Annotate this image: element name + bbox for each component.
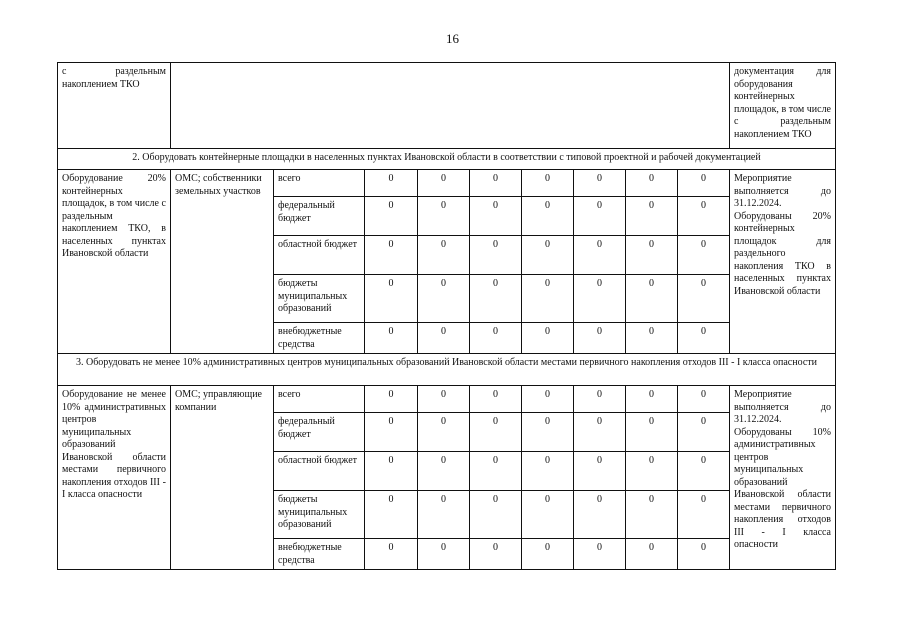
value-cell: 0: [365, 170, 418, 197]
value-cell: 0: [626, 323, 678, 354]
value-cell: 0: [678, 539, 730, 570]
value-cell: 0: [418, 386, 470, 413]
section-header-row: [58, 149, 836, 170]
source-cell: областной бюджет: [274, 236, 365, 275]
value-cell: 0: [574, 323, 626, 354]
value-cell: 0: [522, 386, 574, 413]
value-cell: 0: [574, 170, 626, 197]
section-title: 2. Оборудовать контейнерные площадки в населенных пунктах Ивановской области в соответствии с типовой проектной и рабочей документацией: [58, 149, 836, 170]
value-cell: 0: [418, 236, 470, 275]
value-cell: 0: [522, 197, 574, 236]
value-cell: 0: [470, 452, 522, 491]
value-cell: 0: [470, 386, 522, 413]
value-cell: 0: [365, 491, 418, 539]
value-cell: 0: [418, 413, 470, 452]
value-cell: 0: [470, 413, 522, 452]
value-cell: 0: [522, 170, 574, 197]
value-cell: 0: [470, 197, 522, 236]
source-cell: всего: [274, 170, 365, 197]
source-cell: бюджеты муниципальных образований: [274, 275, 365, 323]
source-cell: всего: [274, 386, 365, 413]
value-cell: 0: [365, 323, 418, 354]
value-cell: 0: [470, 170, 522, 197]
value-cell: 0: [365, 452, 418, 491]
value-cell: 0: [574, 236, 626, 275]
value-cell: 0: [365, 386, 418, 413]
source-cell: внебюджетные средства: [274, 539, 365, 570]
measure-cell: Оборудование не менее 10% административных центров муниципальных образований Ивановской области местами первичного накопления отходов III - I класса опасности: [58, 386, 171, 570]
executor-cell: ОМС; управляющие компании: [171, 386, 274, 570]
table-row: [58, 386, 836, 413]
value-cell: 0: [522, 275, 574, 323]
section-header-row: [58, 354, 836, 386]
value-cell: 0: [678, 413, 730, 452]
source-cell: бюджеты муниципальных образований: [274, 491, 365, 539]
value-cell: 0: [626, 413, 678, 452]
value-cell: 0: [678, 236, 730, 275]
value-cell: 0: [418, 452, 470, 491]
value-cell: 0: [626, 275, 678, 323]
source-cell: областной бюджет: [274, 452, 365, 491]
value-cell: 0: [365, 539, 418, 570]
value-cell: 0: [574, 413, 626, 452]
value-cell: 0: [470, 539, 522, 570]
source-cell: федеральный бюджет: [274, 413, 365, 452]
value-cell: 0: [418, 275, 470, 323]
continuation-row: [58, 63, 836, 149]
value-cell: 0: [626, 197, 678, 236]
value-cell: 0: [574, 275, 626, 323]
value-cell: 0: [522, 491, 574, 539]
value-cell: 0: [626, 491, 678, 539]
value-cell: 0: [365, 197, 418, 236]
value-cell: 0: [626, 236, 678, 275]
empty-cell: [171, 63, 730, 149]
value-cell: 0: [678, 275, 730, 323]
executor-cell: ОМС; собственники земельных участков: [171, 170, 274, 354]
value-cell: 0: [574, 539, 626, 570]
source-cell: федеральный бюджет: [274, 197, 365, 236]
measure-cell: Оборудование 20% контейнерных площадок, в том числе с раздельным накоплением ТКО, в населенных пунктах Ивановской области: [58, 170, 171, 354]
result-cell: Мероприятие выполняется до 31.12.2024. Оборудованы 20% контейнерных площадок для раздельного накопления ТКО в населенных пунктах Ивановской области: [730, 170, 836, 354]
value-cell: 0: [418, 323, 470, 354]
value-cell: 0: [626, 539, 678, 570]
table-row: [58, 170, 836, 197]
value-cell: 0: [470, 236, 522, 275]
value-cell: 0: [522, 323, 574, 354]
value-cell: 0: [365, 275, 418, 323]
result-cell: документация для оборудования контейнерных площадок, в том числе с раздельным накоплением ТКО: [730, 63, 836, 149]
value-cell: 0: [418, 491, 470, 539]
value-cell: 0: [626, 452, 678, 491]
value-cell: 0: [574, 386, 626, 413]
result-cell: Мероприятие выполняется до 31.12.2024. Оборудованы 10% административных центров муниципальных образований Ивановской области местами первичного накопления отходов III - I класса опасности: [730, 386, 836, 570]
program-table: [57, 62, 836, 570]
value-cell: 0: [365, 236, 418, 275]
value-cell: 0: [470, 275, 522, 323]
value-cell: 0: [522, 452, 574, 491]
value-cell: 0: [574, 491, 626, 539]
value-cell: 0: [574, 452, 626, 491]
value-cell: 0: [574, 197, 626, 236]
value-cell: 0: [365, 413, 418, 452]
value-cell: 0: [470, 323, 522, 354]
section-title: 3. Оборудовать не менее 10% административных центров муниципальных образований Ивановской области местами первичного накопления отходов III - I класса опасности: [58, 354, 836, 386]
value-cell: 0: [470, 491, 522, 539]
value-cell: 0: [678, 197, 730, 236]
value-cell: 0: [678, 386, 730, 413]
value-cell: 0: [418, 539, 470, 570]
value-cell: 0: [626, 170, 678, 197]
value-cell: 0: [522, 236, 574, 275]
value-cell: 0: [418, 197, 470, 236]
value-cell: 0: [678, 452, 730, 491]
value-cell: 0: [678, 170, 730, 197]
value-cell: 0: [522, 539, 574, 570]
value-cell: 0: [678, 323, 730, 354]
measure-cell: с раздельным накоплением ТКО: [58, 63, 171, 149]
value-cell: 0: [522, 413, 574, 452]
value-cell: 0: [418, 170, 470, 197]
page-number: 16: [446, 31, 459, 46]
value-cell: 0: [678, 491, 730, 539]
source-cell: внебюджетные средства: [274, 323, 365, 354]
value-cell: 0: [626, 386, 678, 413]
